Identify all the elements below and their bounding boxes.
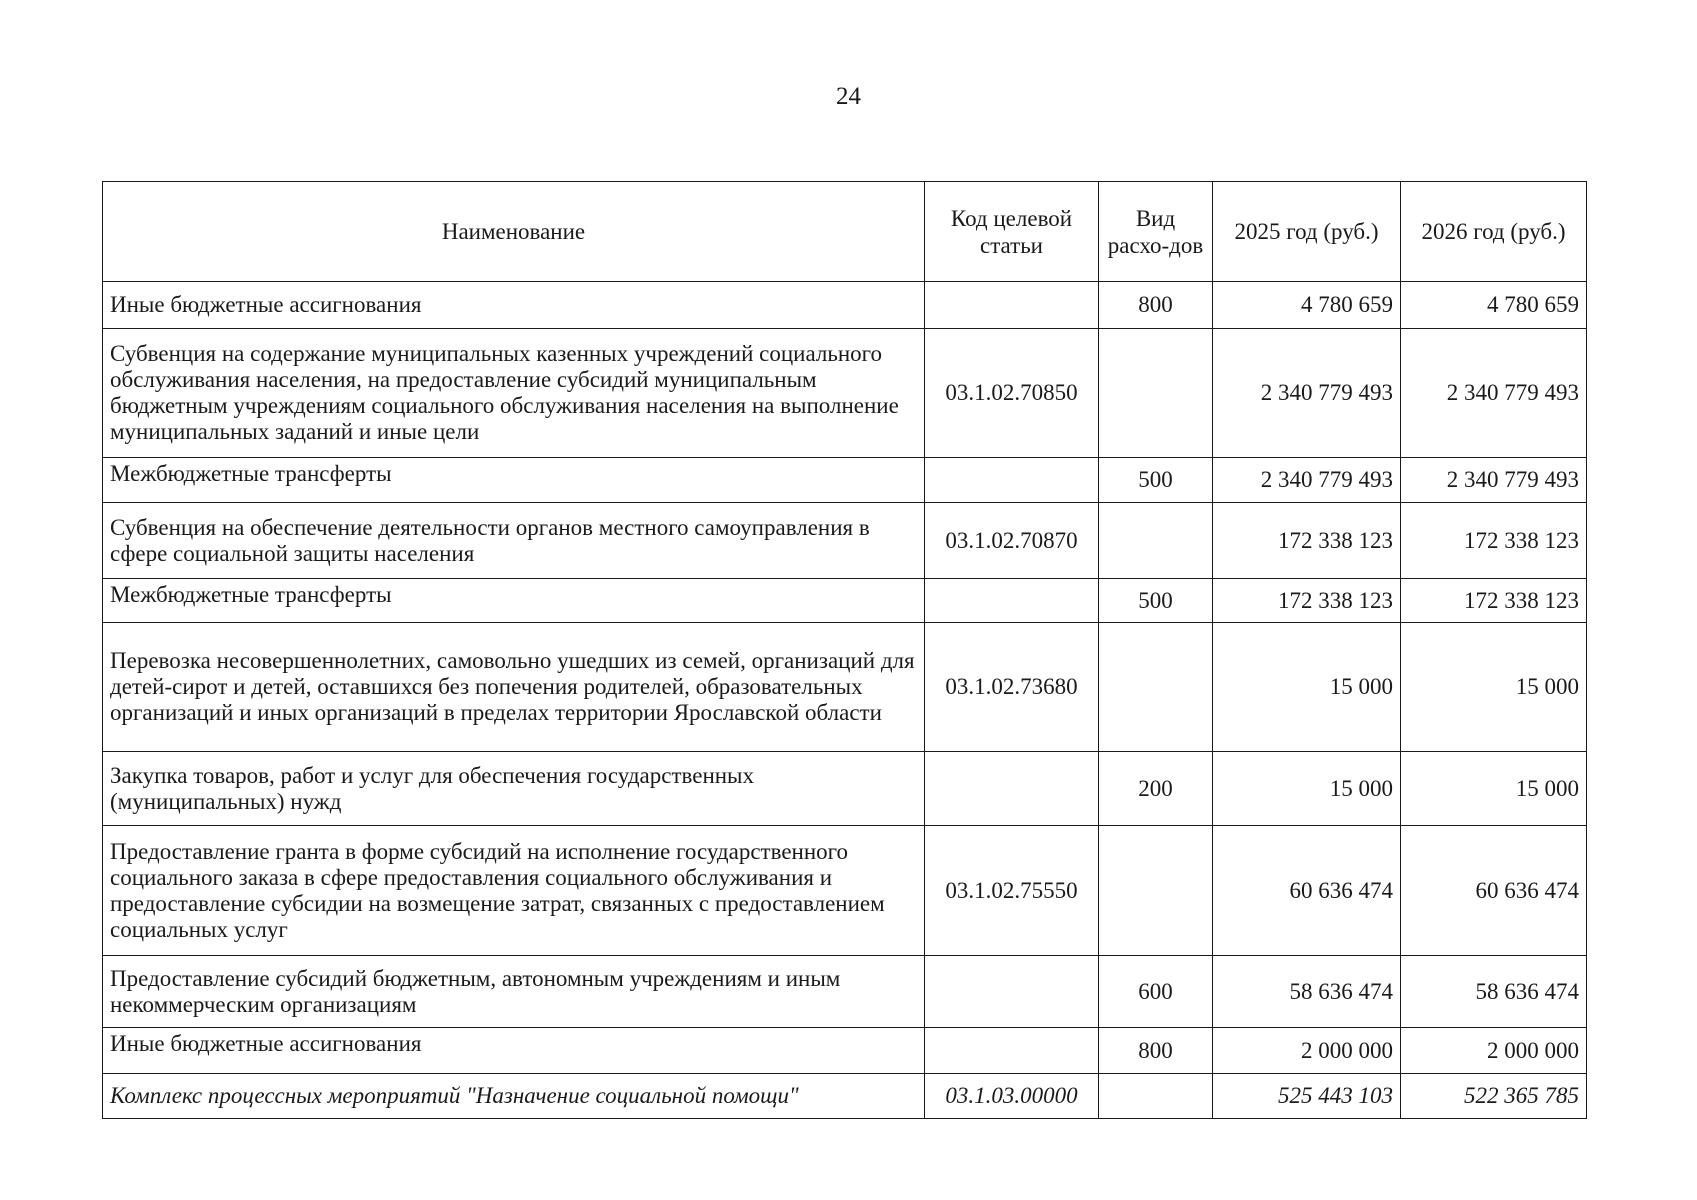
row-name: Иные бюджетные ассигнования — [103, 282, 925, 329]
row-code: 03.1.02.73680 — [925, 623, 1099, 752]
row-name: Межбюджетные трансферты — [103, 458, 925, 503]
row-amount-2026: 2 340 779 493 — [1401, 329, 1587, 458]
table-row — [103, 1028, 1587, 1074]
row-code: 03.1.02.70870 — [925, 503, 1099, 579]
row-amount-2025: 2 340 779 493 — [1213, 458, 1401, 503]
row-amount-2025: 172 338 123 — [1213, 579, 1401, 623]
row-code — [925, 1028, 1099, 1074]
table-row — [103, 329, 1587, 458]
row-amount-2025: 4 780 659 — [1213, 282, 1401, 329]
table-header-row — [103, 182, 1587, 282]
row-expense-type: 500 — [1099, 579, 1213, 623]
row-code — [925, 956, 1099, 1028]
row-expense-type — [1099, 329, 1213, 458]
row-amount-2025: 2 340 779 493 — [1213, 329, 1401, 458]
page-number: 24 — [836, 83, 861, 110]
row-expense-type — [1099, 503, 1213, 579]
table-row — [103, 579, 1587, 623]
header-expense-type: Вид расхо-дов — [1099, 182, 1213, 282]
row-amount-2026: 4 780 659 — [1401, 282, 1587, 329]
row-amount-2026: 522 365 785 — [1401, 1074, 1587, 1119]
row-amount-2025: 2 000 000 — [1213, 1028, 1401, 1074]
header-year-2026: 2026 год (руб.) — [1401, 182, 1587, 282]
row-expense-type: 800 — [1099, 282, 1213, 329]
table-row — [103, 752, 1587, 826]
table-row — [103, 503, 1587, 579]
row-expense-type — [1099, 1074, 1213, 1119]
row-amount-2026: 2 000 000 — [1401, 1028, 1587, 1074]
row-amount-2026: 172 338 123 — [1401, 503, 1587, 579]
row-amount-2025: 172 338 123 — [1213, 503, 1401, 579]
table-row — [103, 458, 1587, 503]
table-row — [103, 826, 1587, 956]
table-row-total — [103, 1074, 1587, 1119]
row-expense-type: 600 — [1099, 956, 1213, 1028]
row-code — [925, 752, 1099, 826]
row-amount-2026: 15 000 — [1401, 752, 1587, 826]
row-amount-2026: 2 340 779 493 — [1401, 458, 1587, 503]
row-amount-2025: 15 000 — [1213, 623, 1401, 752]
row-amount-2026: 60 636 474 — [1401, 826, 1587, 956]
row-code — [925, 579, 1099, 623]
row-name: Иные бюджетные ассигнования — [103, 1028, 925, 1074]
table-row — [103, 282, 1587, 329]
budget-table — [102, 181, 1587, 1119]
row-code — [925, 458, 1099, 503]
row-code: 03.1.02.70850 — [925, 329, 1099, 458]
row-amount-2026: 15 000 — [1401, 623, 1587, 752]
row-code: 03.1.02.75550 — [925, 826, 1099, 956]
header-name: Наименование — [103, 182, 925, 282]
row-expense-type — [1099, 623, 1213, 752]
row-expense-type: 500 — [1099, 458, 1213, 503]
row-name: Субвенция на обеспечение деятельности органов местного самоуправления в сфере социальной защиты населения — [103, 503, 925, 579]
header-code: Код целевой статьи — [925, 182, 1099, 282]
row-expense-type: 800 — [1099, 1028, 1213, 1074]
table-row — [103, 623, 1587, 752]
row-expense-type: 200 — [1099, 752, 1213, 826]
row-name: Закупка товаров, работ и услуг для обеспечения государственных (муниципальных) нужд — [103, 752, 925, 826]
row-amount-2026: 58 636 474 — [1401, 956, 1587, 1028]
row-amount-2025: 15 000 — [1213, 752, 1401, 826]
row-name: Перевозка несовершеннолетних, самовольно ушедших из семей, организаций для детей-сирот и детей, оставшихся без попечения родителей, образовательных организаций и иных организаций в пределах территории Ярославской области — [103, 623, 925, 752]
row-code — [925, 282, 1099, 329]
row-name: Предоставление гранта в форме субсидий на исполнение государственного социального заказа в сфере предоставления социального обслуживания и предоставление субсидии на возмещение затрат, связанных с предоставлением социальных услуг — [103, 826, 925, 956]
row-name: Субвенция на содержание муниципальных казенных учреждений социального обслуживания населения, на предоставление субсидий муниципальным бюджетным учреждениям социального обслуживания населения на выполнение муниципальных заданий и иные цели — [103, 329, 925, 458]
header-year-2025: 2025 год (руб.) — [1213, 182, 1401, 282]
row-name: Межбюджетные трансферты — [103, 579, 925, 623]
row-code: 03.1.03.00000 — [925, 1074, 1099, 1119]
row-name: Комплекс процессных мероприятий "Назначение социальной помощи" — [103, 1074, 925, 1119]
row-expense-type — [1099, 826, 1213, 956]
row-amount-2026: 172 338 123 — [1401, 579, 1587, 623]
table-row — [103, 956, 1587, 1028]
row-amount-2025: 58 636 474 — [1213, 956, 1401, 1028]
row-amount-2025: 60 636 474 — [1213, 826, 1401, 956]
row-amount-2025: 525 443 103 — [1213, 1074, 1401, 1119]
row-name: Предоставление субсидий бюджетным, автономным учреждениям и иным некоммерческим организациям — [103, 956, 925, 1028]
